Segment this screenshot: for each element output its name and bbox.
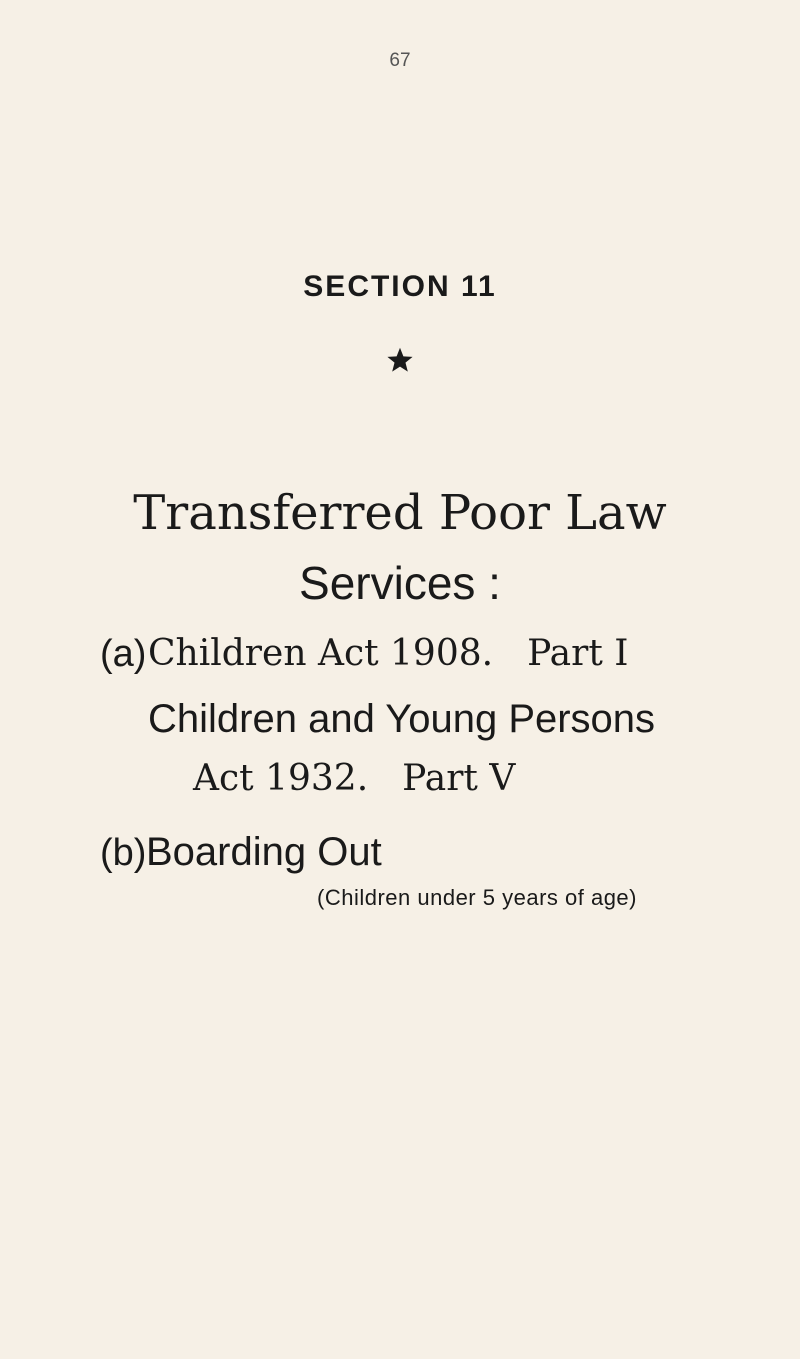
- item-b-heading: Boarding Out: [146, 830, 382, 874]
- item-a-act1-part: Part I: [527, 633, 629, 674]
- item-b-note: (Children under 5 years of age): [317, 885, 637, 910]
- title-line-2: Services :: [299, 557, 501, 609]
- item-a-act1: Children Act 1908.: [148, 633, 494, 674]
- page-number: 67: [389, 50, 411, 71]
- item-a-act2-line2: [193, 758, 515, 799]
- item-b-marker: (b): [100, 832, 147, 874]
- title-line-1: Transferred Poor Law: [133, 485, 667, 541]
- item-a-act2-part: Part V: [402, 758, 516, 799]
- section-heading: SECTION 11: [303, 270, 497, 303]
- item-a-act2-line1: Children and Young Persons: [148, 697, 656, 741]
- item-a-marker: (a): [100, 633, 147, 675]
- star-icon: [386, 346, 414, 374]
- item-a-act2: Act 1932.: [193, 758, 369, 799]
- item-a-act1-line: [148, 633, 629, 674]
